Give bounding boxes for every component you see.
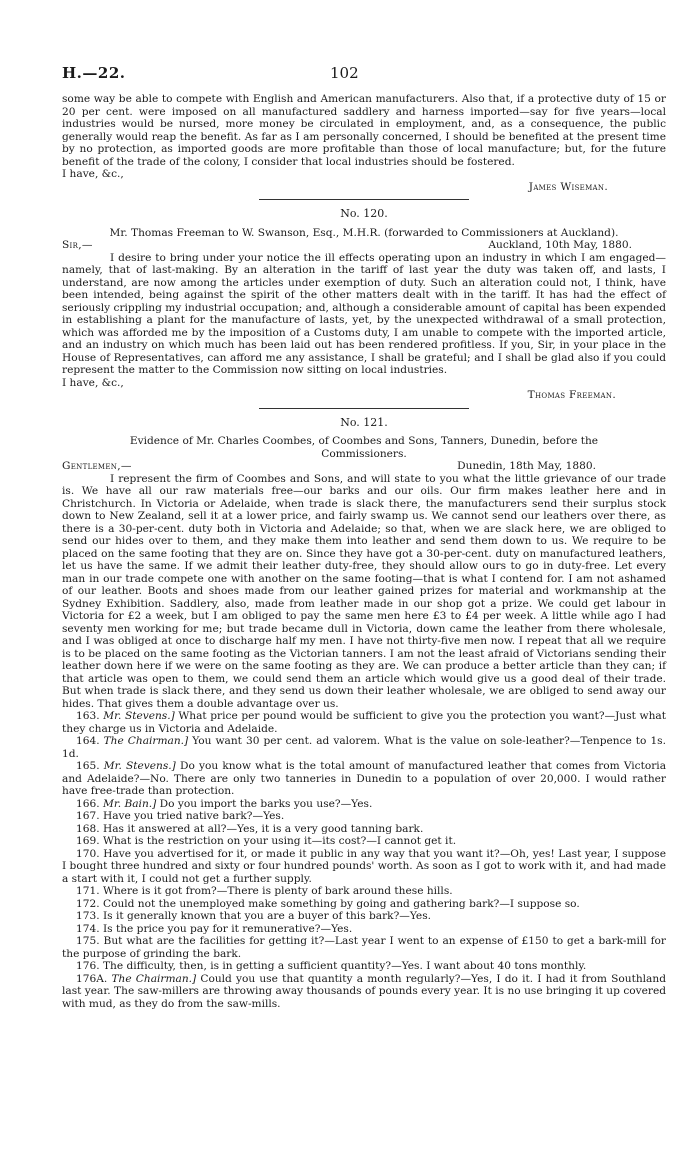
letter-120-number: No. 120. — [340, 207, 388, 220]
qa-item: 165. Mr. Stevens.] Do you know what is the total amount of manufactured leather that comes from Victoria and Adelaide?—No. There are only two tanneries in Dunedin to a population of over 20,000. I would rather have free-trade than protection. — [62, 760, 667, 797]
qa-list — [62, 710, 666, 1010]
qa-item: 169. What is the restriction on your using it—its cost?—I cannot get it. — [76, 835, 457, 847]
qa-item: 163. Mr. Stevens.] What price per pound would be sufficient to give you the protection you want?—Just what they charge us in Victoria and Adelaide. — [62, 710, 666, 735]
letter-120-salutation: Sir,— — [62, 239, 93, 251]
evidence-121-statement: I represent the firm of Coombes and Sons, and will state to you what the little grievance of our trade is. We have all our raw materials free—our barks and our oils. Our firm makes leather here and in Christchurch. In Victoria or Adelaide, when trade is slack there, the manufacturers send their surplus stock down to New Zealand, sell it at a lower price, and fairly swamp us. We cannot send our leathers over there, as there is a 30-per-cent. duty both in Victoria and Adelaide; so that, when we are slack here, we are obliged to send our hides over to them, and they make them into leather and send them down to us. We require to be placed on the same footing that they are on. Since they have got a 30-per-cent. duty on manufactured leathers, let us have the same. If we admit their leather duty-free, they should allow ours to go in duty-free. Let every man in our trade compete one with another on the same footing—that is what I contend for. I am not ashamed of our leather. Boots and shoes made from our leather gained prizes for material and workmanship at the Sydney Exhibition. Saddlery, also, made from leather made in our shop got a prize. We could get labour in Victoria for £2 a week, but I am obliged to pay the same men here £3 to £4 per week. A little while ago I had seventy men working for me; but trade became dull in Victoria, down came the leather from there wholesale, and I was obliged at once to discharge half my men. I have not thirty-five men now. I repeat that all we require is to be placed on the same footing as the Victorian tanners. I am not the least afraid of Victorians sending their leather down here if we were on the same footing as they are. We can produce a better article than they can; if that article was open to them, we could send them an article which would give us a good deal of their trade. But when trade is slack there, and they send us down their leather wholesale, we are obliged to send away our hides. That gives them a double advantage over us. — [62, 472, 666, 710]
qa-item: 167. Have you tried native bark?—Yes. — [76, 810, 285, 822]
letter-120-closing: I have, &c., — [62, 376, 124, 389]
qa-item: 168. Has it answered at all?—Yes, it is a very good tanning bark. — [76, 822, 424, 835]
letter-120-signature: Thomas Freeman. — [527, 389, 616, 401]
evidence-121-place-date: Dunedin, 18th May, 1880. — [457, 460, 596, 472]
page-number: 102 — [330, 64, 359, 82]
qa-item: 171. Where is it got from?—There is plenty of bark around these hills. — [76, 885, 453, 897]
page-content — [62, 93, 666, 1010]
letter-119-closing: I have, &c., — [62, 168, 124, 180]
qa-item: 175. But what are the facilities for getting it?—Last year I went to an expense of £150 to get a bark-mill for the purpose of grinding the bark. — [62, 935, 666, 960]
evidence-121-heading: Evidence of Mr. Charles Coombes, of Coombes and Sons, Tanners, Dunedin, before the Commissioners. — [129, 435, 599, 460]
evidence-121-salutation: Gentlemen,— — [62, 460, 132, 472]
qa-item: 174. Is the price you pay for it remunerative?—Yes. — [76, 922, 353, 935]
qa-item: 176A. The Chairman.] Could you use that quantity a month regularly?—Yes, I do it. I had it from Southland last year. The saw-millers are throwing away thousands of pounds every year. It is no use bringing it up covered with mud, as they do from the saw-mills. — [62, 972, 666, 1010]
qa-item: 166. Mr. Bain.] Do you import the barks you use?—Yes. — [76, 797, 373, 810]
evidence-121-salutation-row — [62, 460, 666, 473]
paper-reference: H.—22. — [62, 64, 126, 82]
qa-item: 164. The Chairman.] You want 30 per cent. ad valorem. What is the value on sole-leather?—Tenpence to 1s. 1d. — [62, 735, 666, 760]
evidence-121-number: No. 121. — [340, 415, 388, 429]
letter-120-salutation-row — [62, 239, 666, 252]
section-divider — [259, 199, 469, 200]
qa-item: 176. The difficulty, then, is in getting a sufficient quantity?—Yes. I want about 40 tons monthly. — [76, 960, 587, 972]
qa-item: 170. Have you advertised for it, or made it public in any way that you want it?—Oh, yes! Last year, I suppose I bought three hundred and sixty or four hundred pounds' worth. As soon as I got to work with it, and had made a start with it, I could not get a further supply. — [62, 847, 666, 885]
letter-120-body: I desire to bring under your notice the ill effects operating upon an industry in which I am engaged—namely, that of last-making. By an alteration in the tariff of last year the duty was taken off, and lasts, I understand, are now among the articles under exemption of duty. Such an alteration could not, I think, have been intended, being against the spirit of the other matters dealt with in the tariff. It has had the effect of seriously crippling my industrial occupation; and, although a considerable amount of capital has been expended in establishing a plant for the manufacture of lasts, yet, by the unexpected withdrawal of a small protection, which was afforded me by the imposition of a Customs duty, I am unable to compete with the imported article, and an industry on which much has been laid out has been rendered profitless. If you, Sir, in your place in the House of Representatives, can afford me any assistance, I shall be grateful; and I shall be glad also if you could represent the matter to the Commission now sitting on local industries. — [62, 251, 666, 376]
section-divider — [259, 408, 469, 409]
letter-120-heading: Mr. Thomas Freeman to W. Swanson, Esq., M.H.R. (forwarded to Commissioners at Auckland). — [109, 226, 619, 239]
qa-item: 172. Could not the unemployed make something by going and gathering bark?—I suppose so. — [76, 897, 580, 910]
letter-120-place-date: Auckland, 10th May, 1880. — [488, 239, 632, 251]
letter-119-body: some way be able to compete with English and American manufacturers. Also that, if a protective duty of 15 or 20 per cent. were imposed on all manufactured saddlery and harness imported—say for five years—local industries would be nursed, more money be circulated in employment, and, as a consequence, the public generally would reap the benefit. As far as I am personally concerned, I should be benefited at the present time by no protection, as imported goods are more profitable than those of local manufacture; but, for the future benefit of the trade of the colony, I consider that local industries should be fostered. — [62, 93, 666, 168]
qa-item: 173. Is it generally known that you are a buyer of this bark?—Yes. — [76, 910, 432, 922]
letter-119-signature: James Wiseman. — [528, 180, 608, 193]
